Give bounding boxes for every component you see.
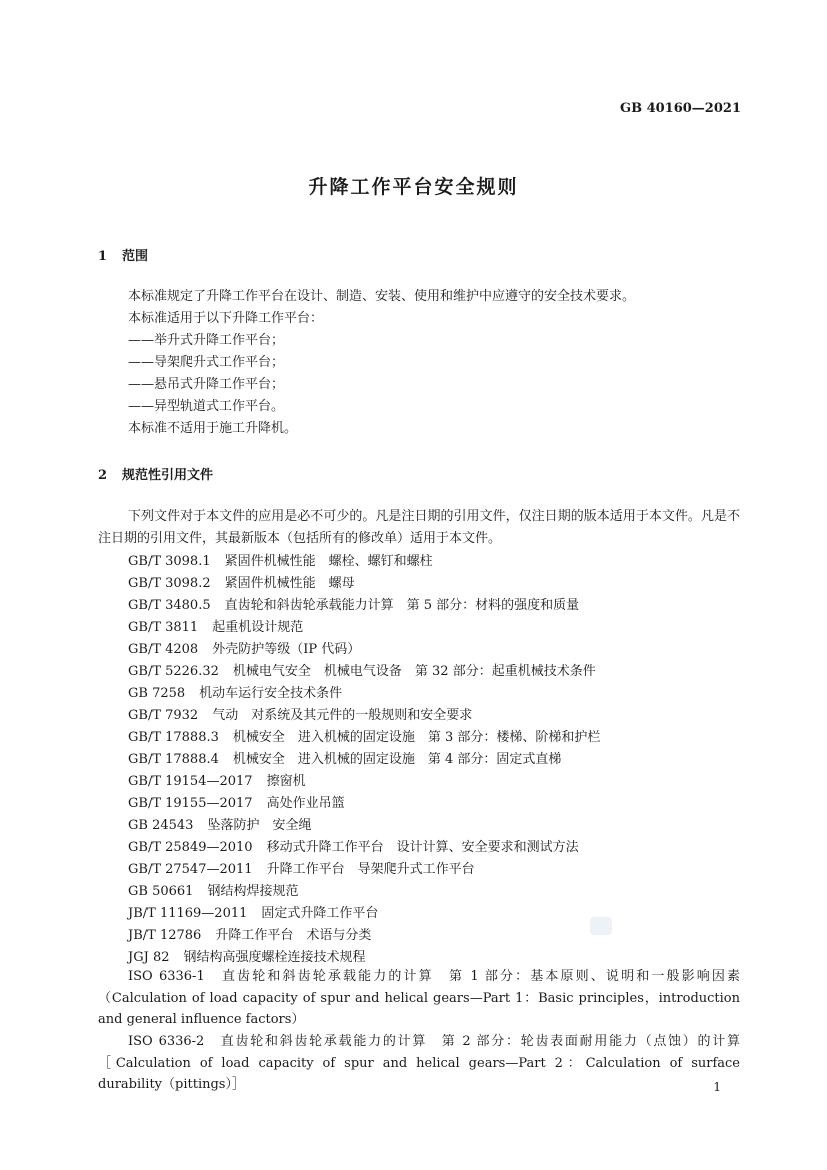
document-title: 升降工作平台安全规则 — [308, 176, 519, 198]
reference-item — [128, 858, 475, 877]
reference-title: 紧固件机械性能 螺栓、螺钉和螺柱 — [224, 554, 433, 569]
reference-title: 气动 对系统及其元件的一般规则和安全要求 — [212, 708, 473, 723]
reference-title: 外壳防护等级（IP 代码） — [212, 642, 361, 657]
reference-item — [128, 616, 303, 635]
reference-code: GB 7258 — [128, 686, 186, 701]
paragraph: 本标准适用于以下升降工作平台： — [128, 311, 324, 326]
reference-item — [128, 792, 345, 811]
reference-title: 机械电气安全 机械电气设备 第 32 部分：起重机械技术条件 — [232, 664, 596, 679]
reference-title: 钢结构高强度螺栓连接技术规程 — [183, 950, 366, 965]
reference-title: 坠落防护 安全绳 — [207, 818, 312, 833]
section-1-heading — [98, 245, 148, 264]
reference-title: 机械安全 进入机械的固定设施 第 3 部分：楼梯、阶梯和护栏 — [232, 730, 601, 745]
reference-item — [128, 572, 355, 591]
section-number: 1 — [98, 249, 108, 264]
reference-item — [128, 594, 579, 613]
watermark-logo — [590, 917, 612, 935]
list-item: ——异型轨道式工作平台。 — [128, 399, 285, 414]
reference-title: 起重机设计规范 — [212, 620, 304, 635]
list-item: ——举升式升降工作平台； — [128, 333, 285, 348]
reference-item — [128, 748, 561, 767]
reference-title: 升降工作平台 术语与分类 — [215, 928, 372, 943]
reference-code: JB/T 12786 — [128, 928, 202, 943]
standard-number: GB 40160—2021 — [619, 101, 741, 116]
reference-title: 钢结构焊接规范 — [207, 884, 299, 899]
reference-code: GB/T 19155—2017 — [128, 796, 253, 811]
reference-code: GB/T 5226.32 — [128, 664, 219, 679]
reference-code: GB/T 3098.1 — [128, 554, 211, 569]
reference-item — [128, 660, 596, 679]
reference-code: GB/T 19154—2017 — [128, 774, 253, 789]
reference-title: 移动式升降工作平台 设计计算、安全要求和测试方法 — [266, 840, 579, 855]
reference-item — [128, 836, 579, 855]
reference-code: GB 24543 — [128, 818, 194, 833]
section-2-heading — [98, 464, 213, 483]
reference-item — [128, 550, 433, 569]
reference-title: 直齿轮和斜齿轮承载能力计算 第 5 部分：材料的强度和质量 — [224, 598, 580, 613]
intro-paragraph: 下列文件对于本文件的应用是必不可少的。凡是注日期的引用文件，仅注日期的版本适用于本文件。凡是不注日期的引用文件，其最新版本（包括所有的修改单）适用于本文件。 — [98, 509, 740, 546]
reference-item-long: ISO 6336-1 直齿轮和斜齿轮承载能力的计算 第 1 部分：基本原则、说明和一般影响因素（Calculation of load capacity of spur and helical gears—Part 1：Basic principles，introduction and general influence factors） — [98, 969, 740, 1027]
paragraph: 本标准规定了升降工作平台在设计、制造、安装、使用和维护中应遵守的安全技术要求。 — [128, 289, 636, 304]
reference-code: GB/T 3811 — [128, 620, 199, 635]
section-number: 2 — [98, 468, 108, 483]
reference-item — [128, 638, 360, 657]
reference-item — [128, 880, 298, 899]
section-title: 范围 — [122, 249, 149, 264]
reference-item — [128, 924, 371, 943]
paragraph: 本标准不适用于施工升降机。 — [128, 421, 298, 436]
reference-code: GB/T 25849—2010 — [128, 840, 253, 855]
reference-code: GB/T 17888.4 — [128, 752, 219, 767]
reference-item-long: ISO 6336-2 直齿轮和斜齿轮承载能力的计算 第 2 部分：轮齿表面耐用能力（点蚀）的计算［Calculation of load capacity of spur and helical gears—Part 2：Calculation of surface durability（pittings）］ — [98, 1034, 740, 1092]
list-item: ——悬吊式升降工作平台； — [128, 377, 285, 392]
reference-item — [128, 704, 472, 723]
reference-title: 紧固件机械性能 螺母 — [224, 576, 355, 591]
reference-code: JGJ 82 — [128, 950, 170, 965]
reference-title: 机械安全 进入机械的固定设施 第 4 部分：固定式直梯 — [232, 752, 562, 767]
reference-item — [128, 902, 378, 921]
reference-item — [128, 814, 311, 833]
reference-code: GB/T 7932 — [128, 708, 199, 723]
reference-code: GB/T 17888.3 — [128, 730, 219, 745]
section-title: 规范性引用文件 — [122, 468, 214, 483]
reference-code: GB/T 3480.5 — [128, 598, 211, 613]
reference-code: GB/T 4208 — [128, 642, 199, 657]
reference-title: 擦窗机 — [266, 774, 306, 789]
reference-title: 高处作业吊篮 — [266, 796, 345, 811]
reference-code: GB/T 27547—2011 — [128, 862, 253, 877]
reference-code: GB/T 3098.2 — [128, 576, 211, 591]
list-item: ——导架爬升式工作平台； — [128, 355, 285, 370]
reference-item — [128, 726, 600, 745]
reference-title: 机动车运行安全技术条件 — [199, 686, 343, 701]
reference-title: 升降工作平台 导架爬升式工作平台 — [266, 862, 475, 877]
reference-item — [128, 770, 306, 789]
reference-code: GB 50661 — [128, 884, 194, 899]
reference-title: 固定式升降工作平台 — [261, 906, 379, 921]
page-number: 1 — [713, 1080, 721, 1094]
reference-item — [128, 682, 342, 701]
reference-code: JB/T 11169—2011 — [128, 906, 248, 921]
reference-item — [128, 946, 366, 965]
